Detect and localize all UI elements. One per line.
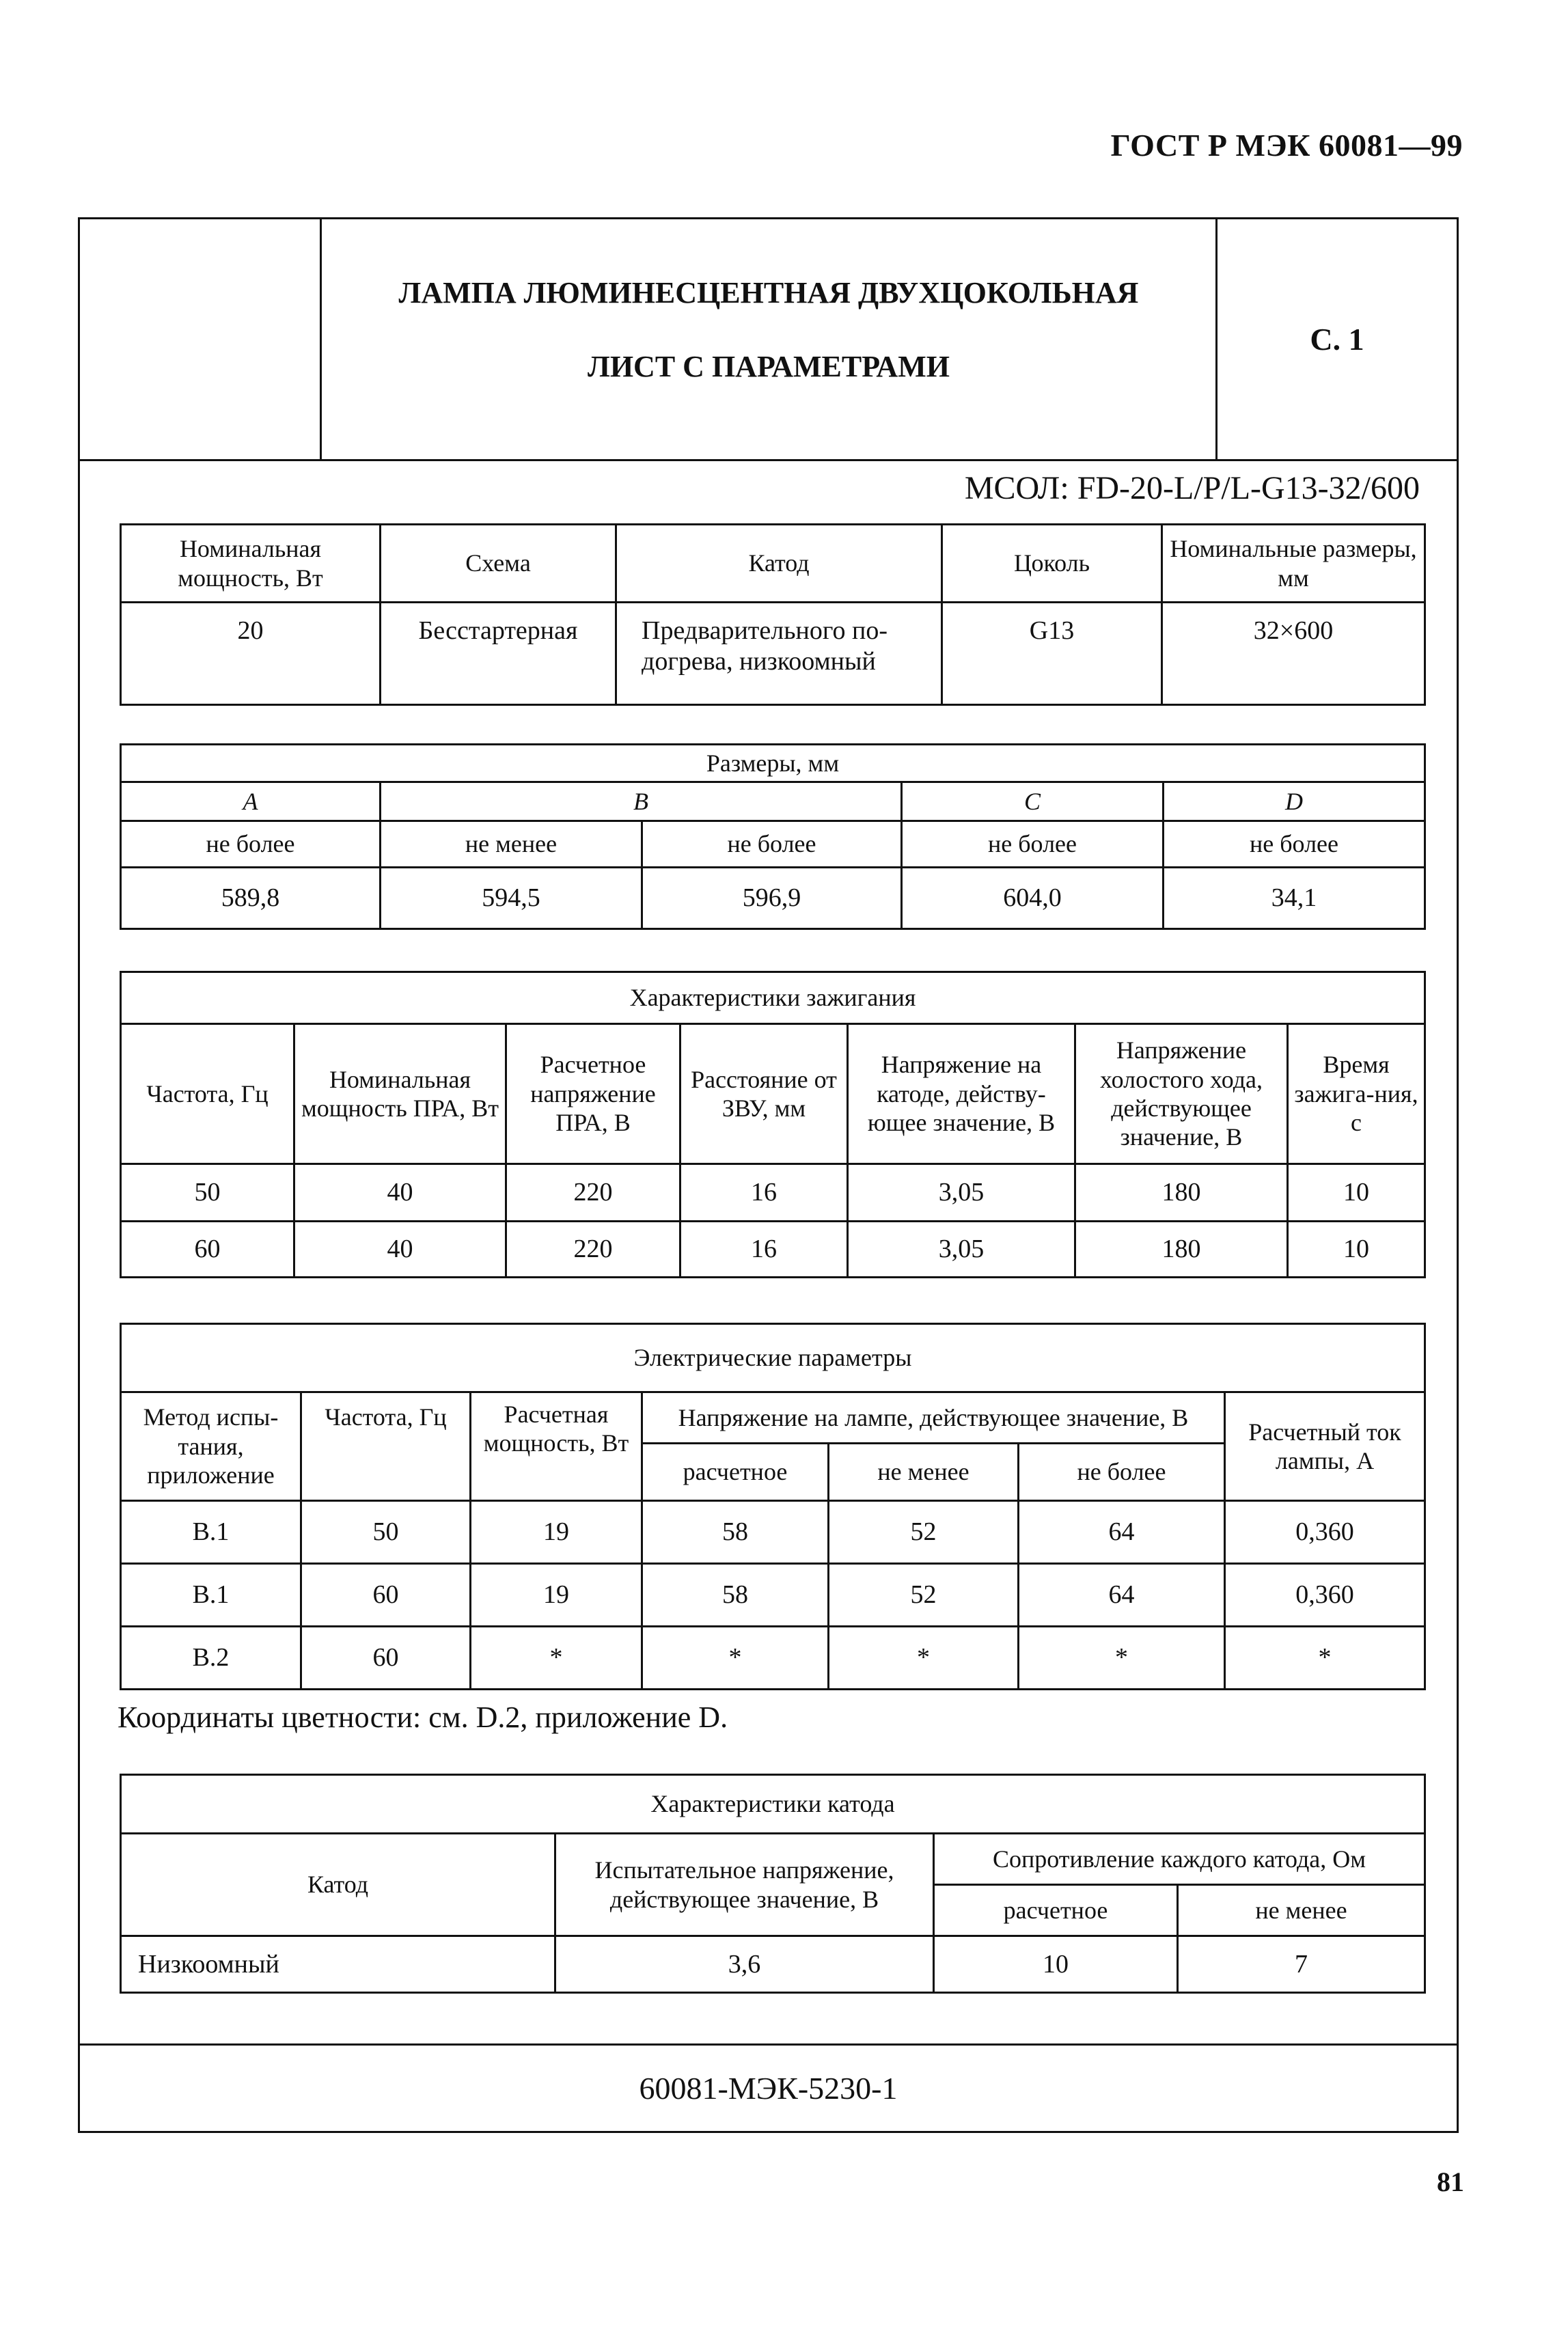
table-row (121, 1564, 1425, 1627)
el-cell: 64 (1019, 1501, 1225, 1564)
ign-cell: 220 (506, 1164, 680, 1222)
cat-header-resistance-min: не менее (1178, 1885, 1425, 1936)
ign-cell: 16 (680, 1222, 848, 1278)
table-header-row (121, 525, 1425, 603)
el-header-voltage-min: не менее (829, 1444, 1019, 1501)
el-cell: 58 (642, 1501, 829, 1564)
title-blank-cell (80, 219, 322, 459)
sheet-code: 60081-МЭК-5230-1 (80, 2043, 1457, 2131)
ign-cell: 16 (680, 1164, 848, 1222)
ignition-table (120, 971, 1426, 1278)
ign-header-frequency: Частота, Гц (121, 1024, 294, 1164)
dim-limit-b-max: не более (642, 821, 902, 868)
dim-limit-c: не более (902, 821, 1164, 868)
el-header-method: Метод испы-тания, приложение (121, 1392, 301, 1501)
el-cell: 19 (471, 1501, 642, 1564)
el-cell: 52 (829, 1501, 1019, 1564)
electrical-caption: Электрические параметры (121, 1324, 1425, 1392)
electrical-parameters-table (120, 1323, 1426, 1690)
ignition-caption: Характеристики зажигания (121, 972, 1425, 1024)
header-nominal-power: Номинальная мощность, Вт (121, 525, 381, 603)
el-header-voltage-rated: расчетное (642, 1444, 829, 1501)
title-block (80, 219, 1457, 461)
ign-cell: 40 (294, 1164, 506, 1222)
cat-header-resistance-rated: расчетное (934, 1885, 1178, 1936)
ign-cell: 180 (1075, 1222, 1288, 1278)
el-cell: 19 (471, 1564, 642, 1627)
el-cell: B.1 (121, 1501, 301, 1564)
el-cell: 60 (301, 1627, 471, 1690)
el-cell: 64 (1019, 1564, 1225, 1627)
el-cell: B.2 (121, 1627, 301, 1690)
dim-col-a: A (121, 782, 381, 821)
ign-cell: 10 (1288, 1222, 1425, 1278)
table-row (121, 1627, 1425, 1690)
sheet-page-label: С. 1 (1310, 322, 1364, 357)
dimensions-caption: Размеры, мм (121, 745, 1425, 782)
el-cell: 0,360 (1225, 1564, 1425, 1627)
ign-cell: 180 (1075, 1164, 1288, 1222)
cathode-caption: Характеристики катода (121, 1775, 1425, 1834)
dim-limit-b-min: не менее (381, 821, 642, 868)
main-characteristics-table (120, 523, 1426, 706)
el-cell: * (1019, 1627, 1225, 1690)
dim-limit-d: не более (1164, 821, 1425, 868)
dimensions-table (120, 743, 1426, 930)
ign-cell: 220 (506, 1222, 680, 1278)
cat-header-resistance: Сопротивление каждого катода, Ом (934, 1834, 1425, 1885)
el-cell: 52 (829, 1564, 1019, 1627)
ign-cell: 60 (121, 1222, 294, 1278)
el-header-current: Расчетный ток лампы, А (1225, 1392, 1425, 1501)
el-cell: * (642, 1627, 829, 1690)
table-row (121, 1222, 1425, 1278)
dim-col-d: D (1164, 782, 1425, 821)
lamp-designation: МСОЛ: FD-20-L/P/L-G13-32/600 (964, 470, 1420, 506)
table-row (121, 1501, 1425, 1564)
cat-cell-resistance-min: 7 (1178, 1936, 1425, 1993)
cat-header-test-voltage: Испытательное напряжение, действующее значение, В (555, 1834, 934, 1936)
table-header-row (121, 1024, 1425, 1164)
dim-limit-a: не более (121, 821, 381, 868)
parameter-sheet-frame (78, 217, 1459, 2133)
cell-power: 20 (121, 603, 381, 705)
table-row (121, 1936, 1425, 1993)
ign-header-ballast-voltage: Расчетное напряжение ПРА, В (506, 1024, 680, 1164)
table-row (121, 603, 1425, 705)
cat-header-cathode: Катод (121, 1834, 555, 1936)
dim-col-c: C (902, 782, 1164, 821)
ign-header-distance: Расстояние от ЗВУ, мм (680, 1024, 848, 1164)
sheet-subtitle: ЛИСТ С ПАРАМЕТРАМИ (588, 350, 950, 383)
dim-value-b-min: 594,5 (381, 868, 642, 929)
el-cell: * (471, 1627, 642, 1690)
cell-base: G13 (942, 603, 1162, 705)
ign-cell: 10 (1288, 1164, 1425, 1222)
ign-header-ballast-power: Номинальная мощность ПРА, Вт (294, 1024, 506, 1164)
el-cell: 50 (301, 1501, 471, 1564)
el-header-frequency: Частота, Гц (301, 1392, 471, 1501)
el-cell: B.1 (121, 1564, 301, 1627)
standard-number: ГОСТ Р МЭК 60081—99 (1110, 128, 1463, 163)
el-header-power: Расчетная мощность, Вт (471, 1392, 642, 1501)
ign-cell: 3,05 (848, 1164, 1075, 1222)
cell-dimensions: 32×600 (1162, 603, 1425, 705)
ign-header-ignition-time: Время зажига-ния, с (1288, 1024, 1425, 1164)
el-header-voltage-max: не более (1019, 1444, 1225, 1501)
header-scheme: Схема (381, 525, 616, 603)
ign-cell: 50 (121, 1164, 294, 1222)
table-row (121, 868, 1425, 929)
dim-value-a: 589,8 (121, 868, 381, 929)
chromaticity-note: Координаты цветности: см. D.2, приложение D. (118, 1701, 728, 1734)
ign-header-cathode-voltage: Напряжение на катоде, действу-ющее значение, В (848, 1024, 1075, 1164)
cat-cell-test-voltage: 3,6 (555, 1936, 934, 1993)
el-cell: 0,360 (1225, 1501, 1425, 1564)
el-cell: 58 (642, 1564, 829, 1627)
dim-col-b: B (381, 782, 902, 821)
dim-value-b-max: 596,9 (642, 868, 902, 929)
header-cathode: Катод (616, 525, 942, 603)
cathode-table (120, 1774, 1426, 1994)
page-number: 81 (1437, 2166, 1464, 2197)
sheet-title: ЛАМПА ЛЮМИНЕСЦЕНТНАЯ ДВУХЦОКОЛЬНАЯ (398, 276, 1139, 309)
ign-cell: 3,05 (848, 1222, 1075, 1278)
cell-scheme: Бесстартерная (381, 603, 616, 705)
title-center-cell (322, 219, 1218, 459)
table-row (121, 1164, 1425, 1222)
ign-header-open-circuit-voltage: Напряжение холостого хода, действующее значение, В (1075, 1024, 1288, 1164)
el-cell: * (829, 1627, 1019, 1690)
dim-value-c: 604,0 (902, 868, 1164, 929)
cell-cathode: Предварительного по-догрева, низкоомный (616, 603, 942, 705)
el-header-lamp-voltage: Напряжение на лампе, действующее значение, В (642, 1392, 1225, 1444)
el-cell: * (1225, 1627, 1425, 1690)
header-nominal-dimensions: Номинальные размеры, мм (1162, 525, 1425, 603)
header-base: Цоколь (942, 525, 1162, 603)
ign-cell: 40 (294, 1222, 506, 1278)
el-cell: 60 (301, 1564, 471, 1627)
cat-cell-type: Низкоомный (121, 1936, 555, 1993)
dim-value-d: 34,1 (1164, 868, 1425, 929)
cat-cell-resistance-rated: 10 (934, 1936, 1178, 1993)
